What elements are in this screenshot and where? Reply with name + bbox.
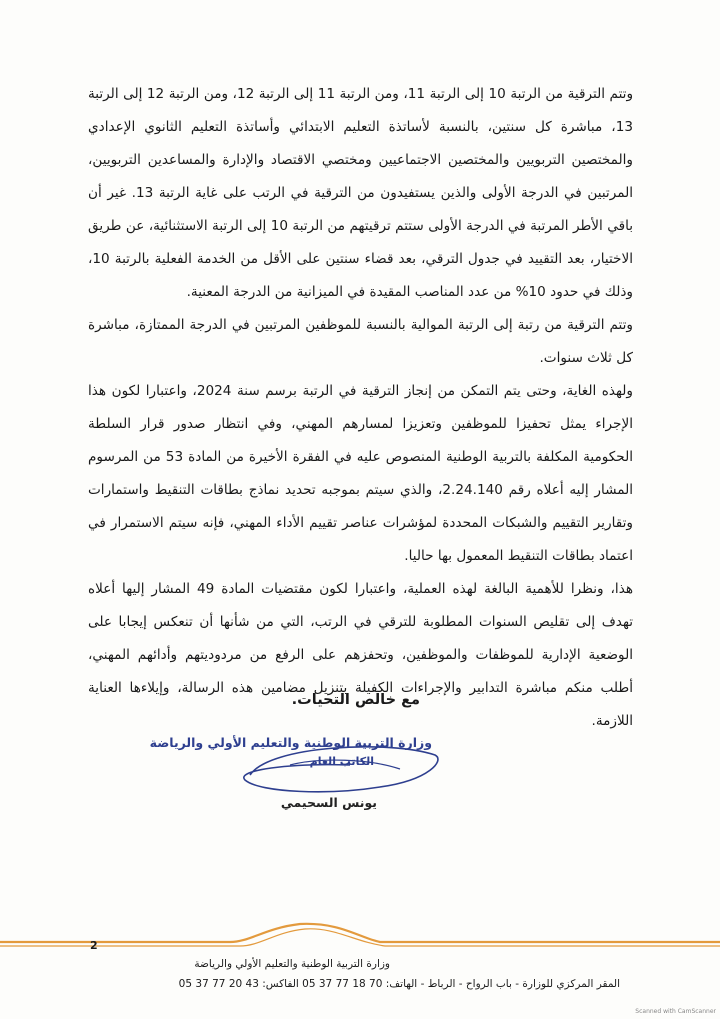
paragraph-excellent-grade: وتتم الترقية من رتبة إلى الرتبة الموالية بالنسبة للموظفين المرتبين في الدرجة الممتازة، مباشرة كل ثلاث سنوات. (88, 317, 633, 366)
footer-ministry-name: وزارة التربية الوطنية والتعليم الأولي والرياضة (194, 958, 390, 970)
paragraph-request-measures: هذا، ونظرا للأهمية البالغة لهذه العملية، واعتبارا لكون مقتضيات المادة 49 المشار إليها أعلاه تهدف إلى تقليص السنوات المطلوبة للترقي في الرتب، التي من شأنها أن تنعكس إيجابا على الوضعية الإدارية للموظفات والموظفين، وتحفزهم على الرفع من مردوديتهم وأدائهم المهني، أطلب منكم مباشرة التدابير والإجراءات الكفيلة بتنزيل مضامين هذه الرسالة، وإيلاءها العناية اللازمة. (88, 581, 633, 729)
letter-body (88, 78, 663, 738)
scanner-watermark: Scanned with CamScanner (635, 1008, 716, 1015)
footer-decorative-band (0, 920, 720, 960)
closing-salutation: مع خالص التحيات. (291, 692, 420, 708)
paragraph-evaluation-cards: ولهذه الغاية، وحتى يتم التمكن من إنجاز الترقية في الرتبة برسم سنة 2024، واعتبارا لكون هذا الإجراء يمثل تحفيزا للموظفين وتعزيزا لمسارهم المهني، وفي انتظار صدور قرار السلطة الحكومية المكلفة بالتربية الوطنية المنصوص عليه في الفقرة الأخيرة من المادة 53 من المرسوم المشار إليه أعلاه رقم 2.24.140، والذي سيتم بموجبه تحديد نماذج بطاقات التنقيط واستمارات وتقارير التقييم والشبكات المحددة لمؤشرات عناصر تقييم الأداء المهني، فإنه سيتم الاستمرار في اعتماد بطاقات التنقيط المعمول بها حاليا. (88, 383, 634, 564)
paragraph-promotion-ranks: وتتم الترقية من الرتبة 10 إلى الرتبة 11، ومن الرتبة 11 إلى الرتبة 12، ومن الرتبة 12 إلى الرتبة 13، مباشرة كل سنتين، بالنسبة لأساتذة التعليم الابتدائي وأساتذة التعليم الثانوي الإعدادي والمختصين التربويين والمختصين الاجتماعيين ومختصي الاقتصاد والإدارة والمساعدين التربويين، المرتبين في الدرجة الأولى والذين يستفيدون من الترقية في الرتب على غاية الرتبة 13. غير أن باقي الأطر المرتبة في الدرجة الأولى ستتم ترقيتهم من الرتبة 10 إلى الرتبة الاستثنائية، عن طريق الاختيار، بعد التقييد في جدول الترقي، بعد قضاء سنتين على الأقل من الخدمة الفعلية بالرتبة 10، وذلك في حدود 10% من عدد المناصب المقيدة في الميزانية من الدرجة المعنية. (88, 86, 634, 300)
page-number: 2 (90, 939, 98, 952)
stamp-ministry-text: وزارة التربية الوطنية والتعليم الأولي والرياضة (149, 735, 432, 750)
stamp-title-text: الكاتب العام (309, 755, 374, 768)
signatory-name: يونس السحيمي (280, 795, 377, 810)
official-stamp (149, 735, 432, 830)
footer-address-contact: المقر المركزي للوزارة - باب الرواح - الرباط - الهاتف: 70 18 77 37 05 الفاكس: 43 20 77 37 05 (178, 978, 620, 990)
